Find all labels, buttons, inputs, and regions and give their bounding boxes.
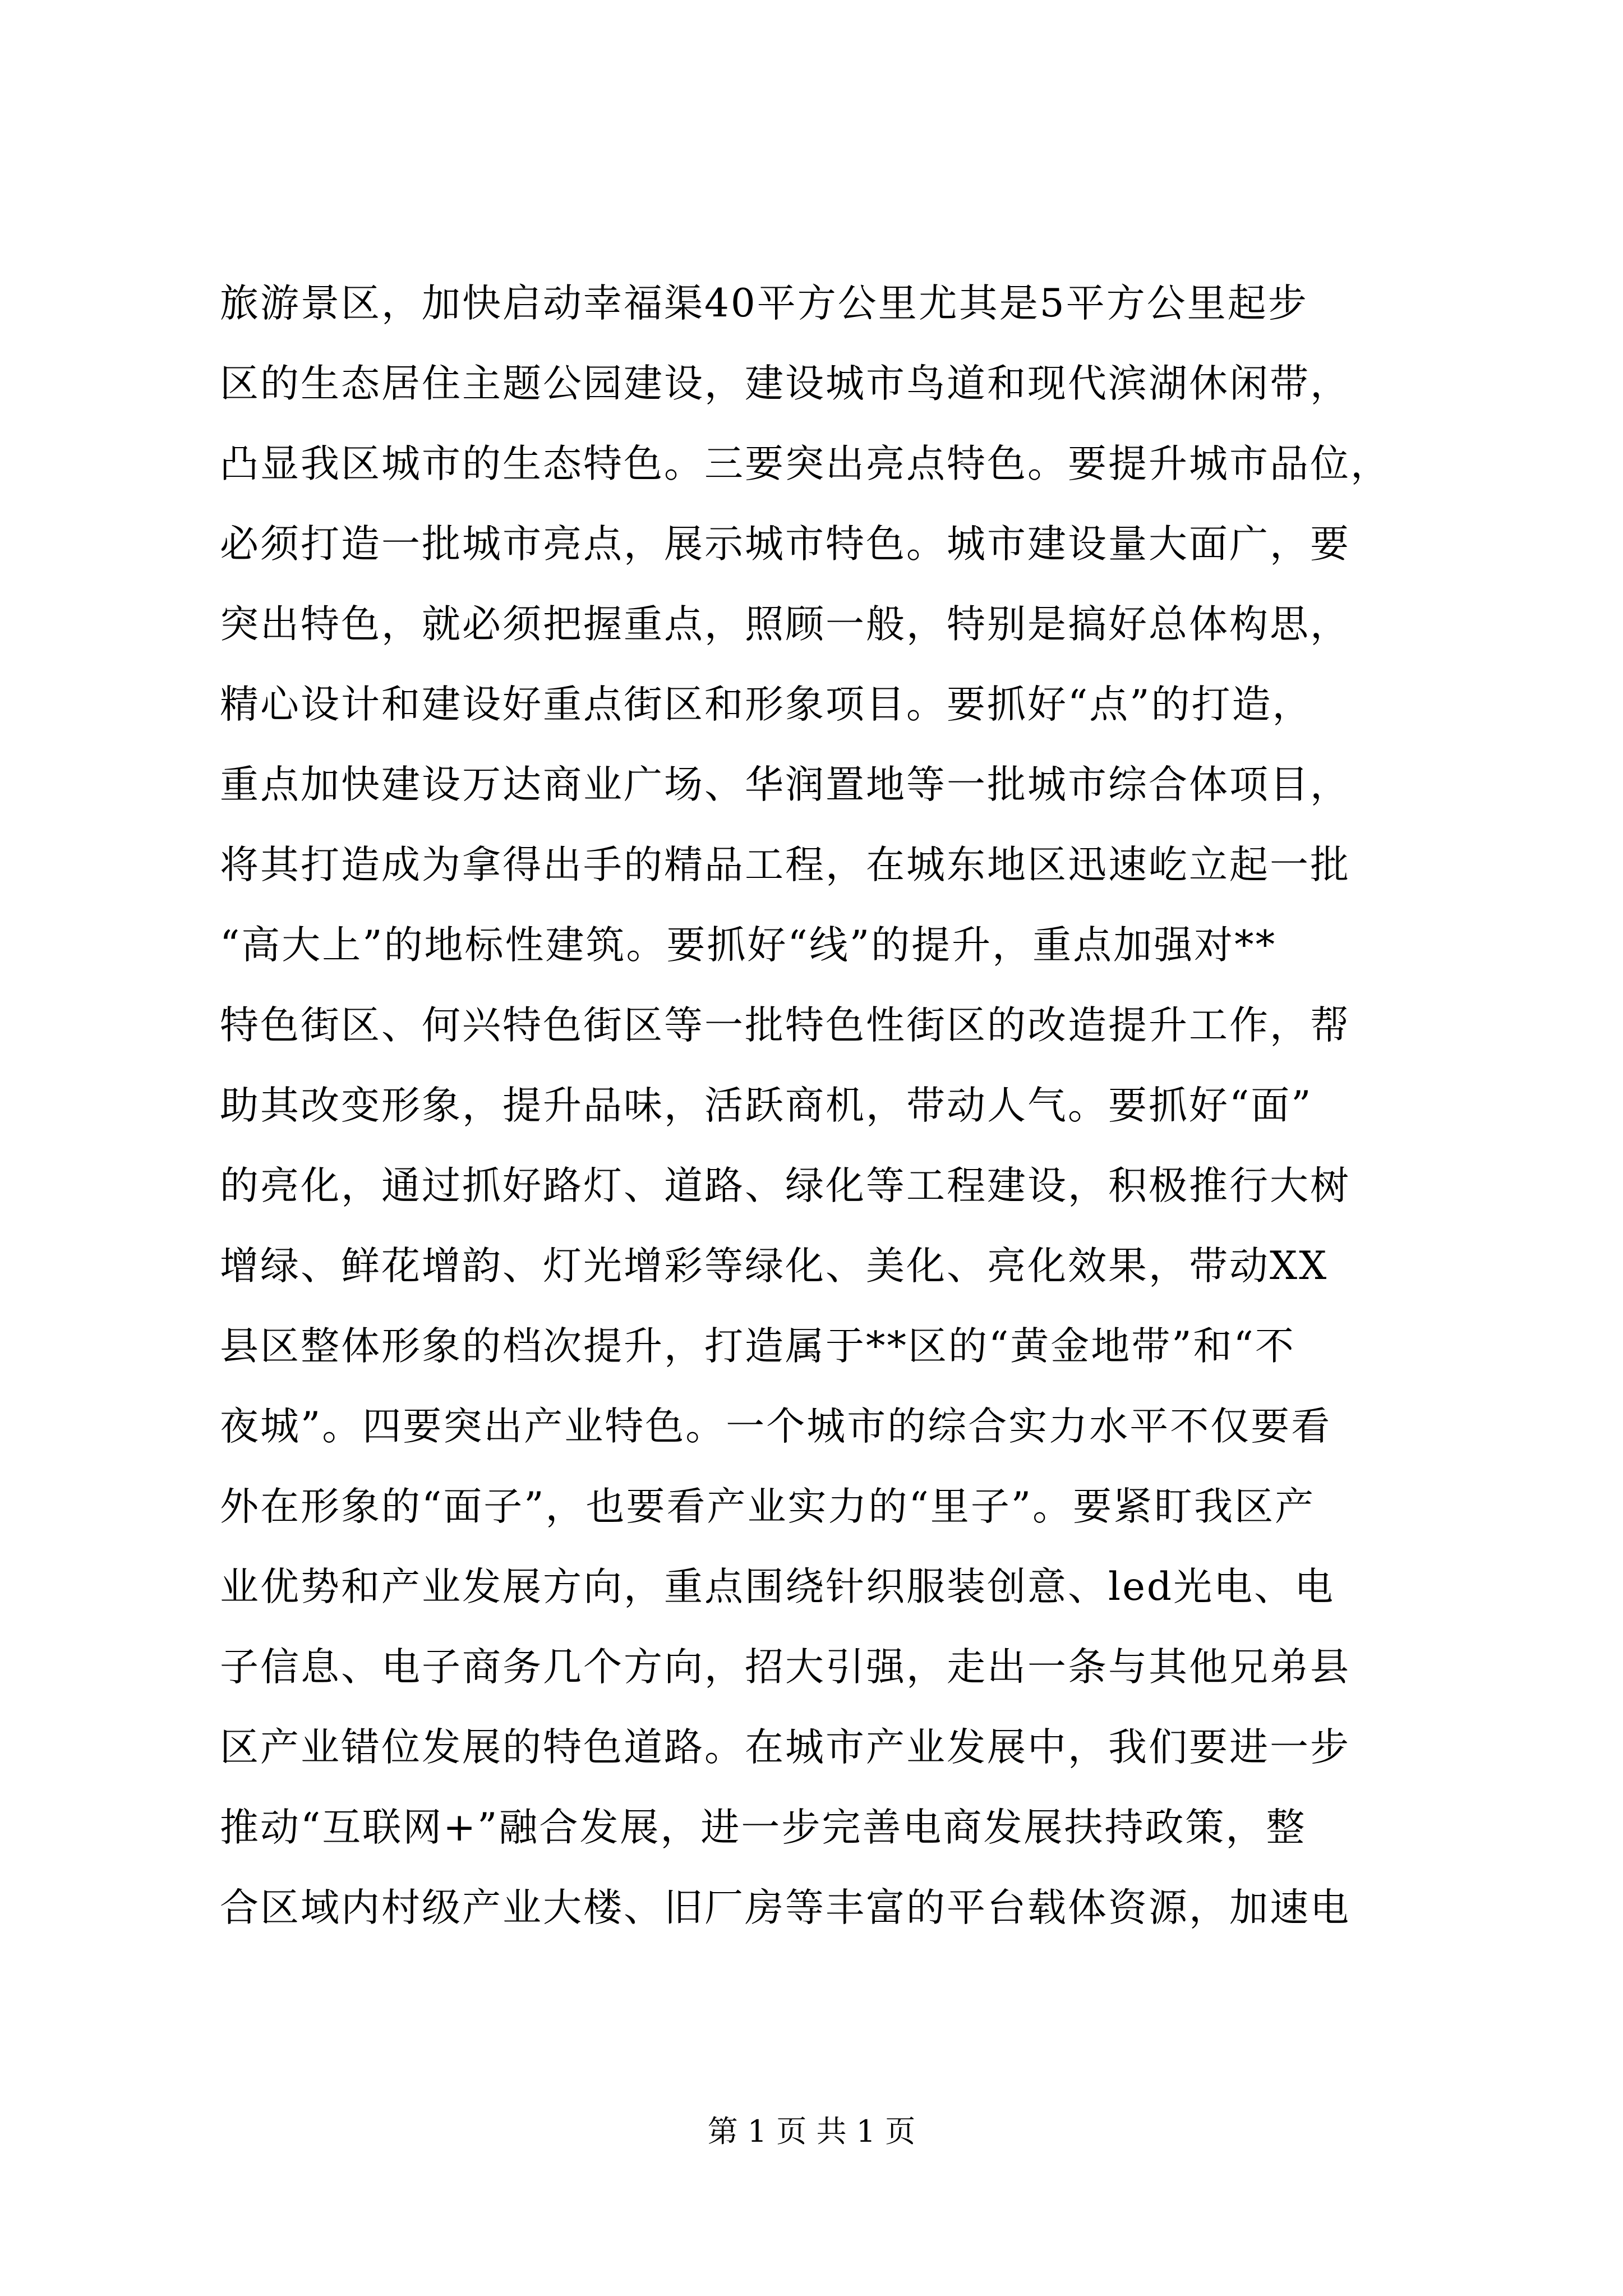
text-line: 重点加快建设万达商业广场、华润置地等一批城市综合体项目， bbox=[220, 762, 1350, 807]
page-footer bbox=[0, 2109, 1623, 2154]
text-line: 特色街区、何兴特色街区等一批特色性街区的改造提升工作，帮 bbox=[220, 1003, 1350, 1048]
text-line: 外在形象的“面子”，也要看产业实力的“里子”。要紧盯我区产 bbox=[220, 1484, 1316, 1529]
text-line: 将其打造成为拿得出手的精品工程，在城东地区迅速屹立起一批 bbox=[220, 843, 1350, 887]
text-line: 凸显我区城市的生态特色。三要突出亮点特色。要提升城市品位， bbox=[220, 441, 1391, 486]
page-number: 第 1 页 共 1 页 bbox=[707, 2114, 916, 2149]
text-line: 子信息、电子商务几个方向，招大引强，走出一条与其他兄弟县 bbox=[220, 1645, 1350, 1690]
text-line: 推动“互联网+”融合发展，进一步完善电商发展扶持政策，整 bbox=[220, 1805, 1307, 1850]
text-line: 的亮化，通过抓好路灯、道路、绿化等工程建设，积极推行大树 bbox=[220, 1163, 1350, 1208]
text-line: 区产业错位发展的特色道路。在城市产业发展中，我们要进一步 bbox=[220, 1725, 1350, 1770]
text-line: 合区域内村级产业大楼、旧厂房等丰富的平台载体资源，加速电 bbox=[220, 1885, 1350, 1930]
text-line: 突出特色，就必须把握重点，照顾一般，特别是搞好总体构思， bbox=[220, 602, 1350, 647]
text-line: 必须打造一批城市亮点，展示城市特色。城市建设量大面广，要 bbox=[220, 522, 1350, 567]
text-line: 业优势和产业发展方向，重点围绕针织服装创意、led光电、电 bbox=[220, 1565, 1335, 1609]
text-line: 县区整体形象的档次提升，打造属于**区的“黄金地带”和“不 bbox=[220, 1324, 1295, 1369]
text-line: 夜城”。四要突出产业特色。一个城市的综合实力水平不仅要看 bbox=[220, 1404, 1332, 1449]
text-line: 旅游景区，加快启动幸福渠40平方公里尤其是5平方公里起步 bbox=[220, 281, 1308, 326]
text-line: 助其改变形象，提升品味，活跃商机，带动人气。要抓好“面” bbox=[220, 1083, 1313, 1128]
text-line: “高大上”的地标性建筑。要抓好“线”的提升，重点加强对** bbox=[220, 923, 1277, 968]
text-line: 精心设计和建设好重点街区和形象项目。要抓好“点”的打造， bbox=[220, 682, 1313, 727]
text-line: 区的生态居住主题公园建设，建设城市鸟道和现代滨湖休闲带， bbox=[220, 361, 1350, 406]
text-line: 增绿、鲜花增韵、灯光增彩等绿化、美化、亮化效果，带动XX bbox=[220, 1244, 1329, 1289]
body-text bbox=[220, 264, 1403, 1948]
